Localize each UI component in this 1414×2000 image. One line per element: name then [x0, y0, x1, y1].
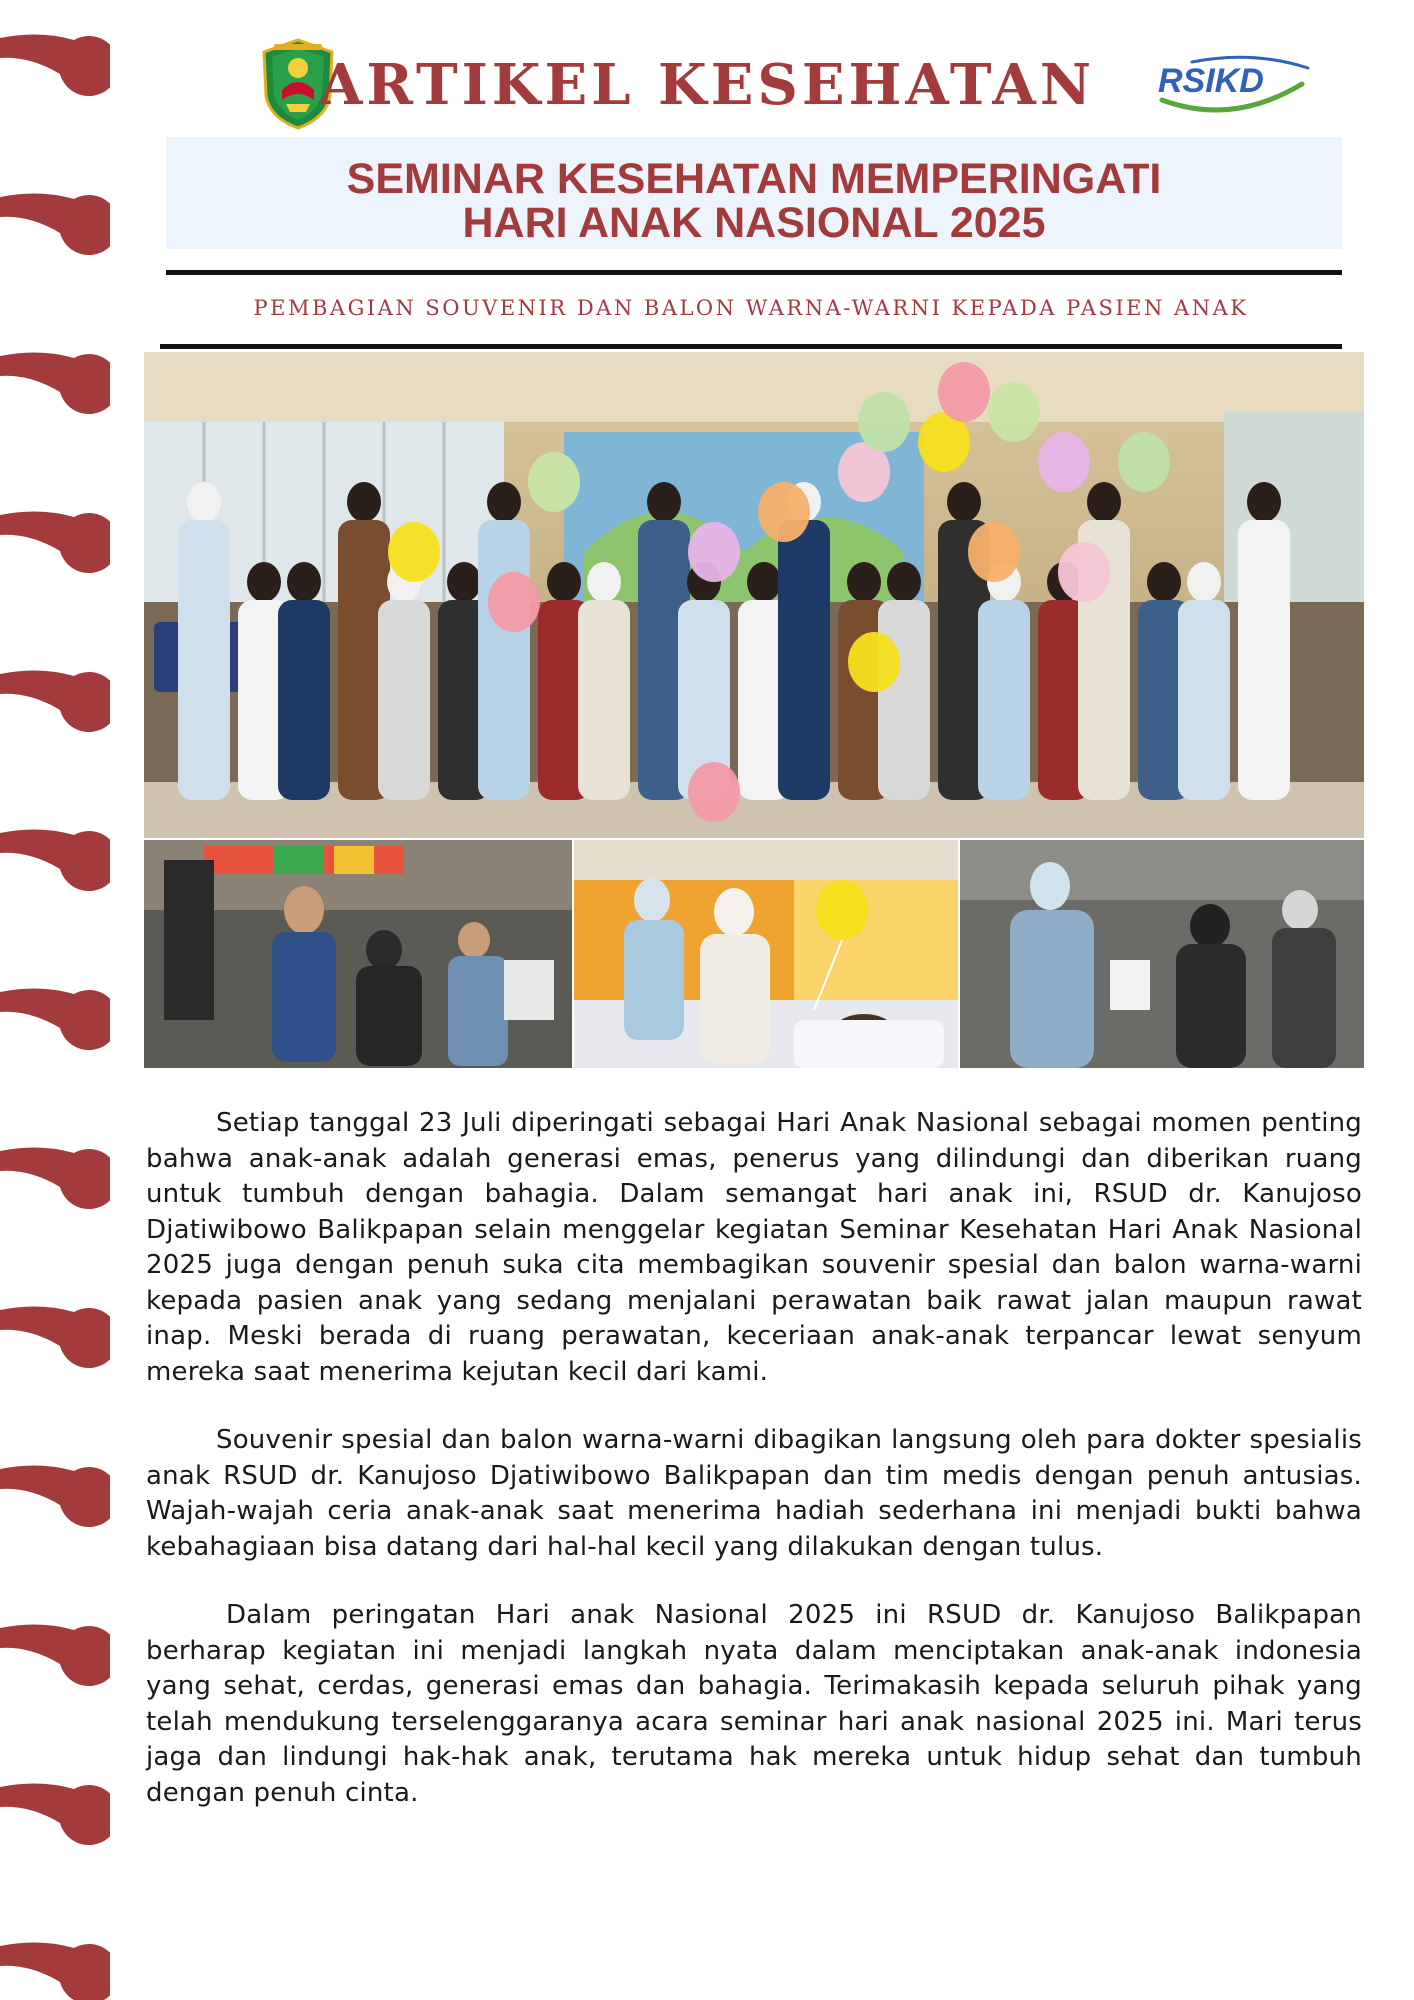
- photo-balloon-inpatient: [574, 840, 958, 1068]
- photo-souvenir-waiting-room: [144, 840, 572, 1068]
- divider-top: [166, 270, 1342, 275]
- binding-ring: [0, 829, 110, 891]
- divider-bottom: [160, 344, 1342, 349]
- main-group-photo: [144, 352, 1364, 838]
- spiral-binding: [0, 0, 110, 2000]
- article-title-box: [166, 137, 1342, 249]
- article-paragraph-1: Setiap tanggal 23 Juli diperingati sebagai Hari Anak Nasional sebagai momen penting bahwa anak-anak adalah generasi emas, penerus yang dilindungi dan diberikan ruang untuk tumbuh dengan bahagia. Dalam semangat hari anak ini, RSUD dr. Kanujoso Djatiwibowo Balikpapan selain menggelar kegiatan Seminar Kesehatan Hari Anak Nasional 2025 juga dengan penuh suka cita membagikan souvenir spesial dan balon warna-warni kepada pasien anak yang sedang menjalani perawatan baik rawat jalan maupun rawat inap. Meski berada di ruang perawatan, keceriaan anak-anak terpancar lewat senyum mereka saat menerima kejutan kecil dari kami.: [146, 1108, 1362, 1387]
- binding-ring: [0, 193, 110, 255]
- binding-ring: [0, 1942, 110, 2000]
- article-paragraph-2: Souvenir spesial dan balon warna-warni dibagikan langsung oleh para dokter spesialis anak RSUD dr. Kanujoso Djatiwibowo Balikpapan dan tim medis dengan penuh antusias. Wajah-wajah ceria anak-anak saat menerima hadiah sederhana ini menjadi bukti bahwa kebahagiaan bisa datang dari hal-hal kecil yang dilakukan dengan tulus.: [146, 1425, 1362, 1562]
- article-subtitle: PEMBAGIAN SOUVENIR DAN BALON WARNA-WARNI KEPADA PASIEN ANAK: [253, 296, 1249, 320]
- binding-ring: [0, 511, 110, 573]
- binding-ring: [0, 352, 110, 414]
- binding-ring: [0, 1624, 110, 1686]
- binding-ring: [0, 988, 110, 1050]
- binding-ring: [0, 1465, 110, 1527]
- article-body: [146, 1106, 1362, 1844]
- main-title: ARTIKEL KESEHATAN: [318, 52, 1096, 118]
- rsikd-logo: [1152, 48, 1312, 120]
- binding-ring: [0, 1783, 110, 1845]
- header: [0, 0, 1414, 140]
- article-paragraph-3: Dalam peringatan Hari anak Nasional 2025 ini RSUD dr. Kanujoso Balikpapan berharap kegiatan ini menjadi langkah nyata dalam menciptakan anak-anak indonesia yang sehat, cerdas, generasi emas dan bahagia. Terimakasih kepada seluruh pihak yang telah mendukung terselenggaranya acara seminar hari anak nasional 2025 ini. Mari terus jaga dan lindungi hak-hak anak, terutama hak mereka untuk hidup sehat dan tumbuh dengan penuh cinta.: [146, 1600, 1362, 1808]
- binding-ring: [0, 1306, 110, 1368]
- rsikd-logo-text: RSIKD: [1158, 62, 1264, 100]
- article-title-line-2: HARI ANAK NASIONAL 2025: [462, 199, 1046, 247]
- photo-souvenir-handout: [960, 840, 1364, 1068]
- binding-ring: [0, 1147, 110, 1209]
- article-title-line-1: SEMINAR KESEHATAN MEMPERINGATI: [346, 155, 1162, 203]
- binding-ring: [0, 670, 110, 732]
